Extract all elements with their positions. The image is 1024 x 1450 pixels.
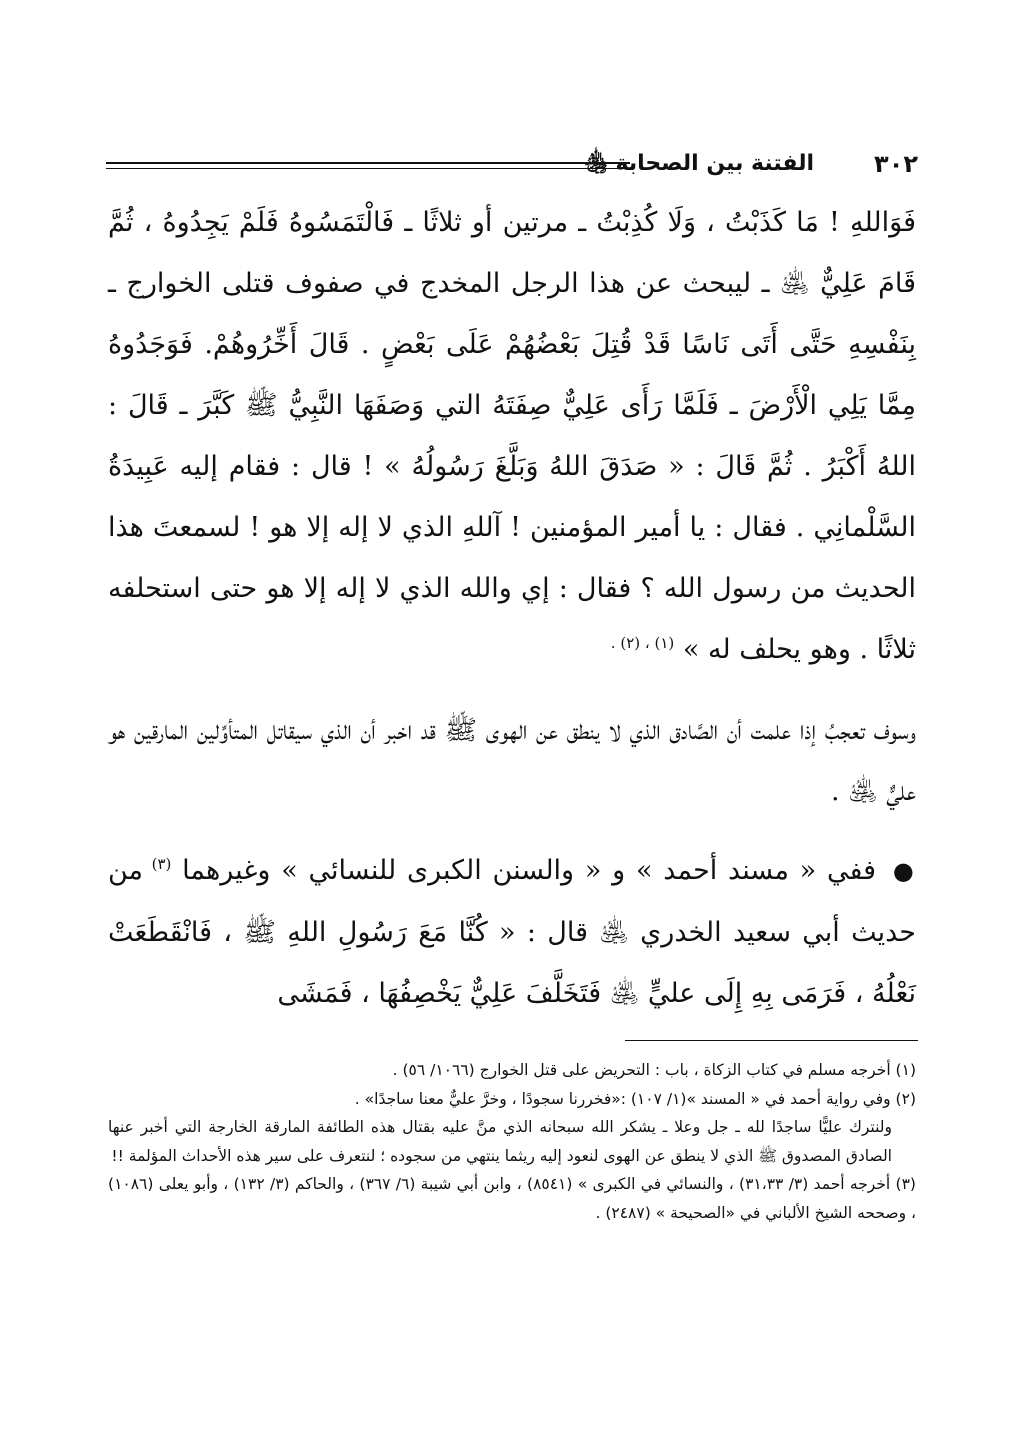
- running-title: الفتنة بين الصحابة ﵃: [583, 151, 814, 176]
- bullet-icon: ●: [892, 857, 916, 885]
- paragraph-text-continued: من حديث أبي سعيد الخدري ﵁ قال : « كُنَّا مَعَ رَسُولِ اللهِ ﷺ ، فَانْقَطَعَتْ نَعْلُهُ ، فَرَمَى بِهِ إِلَى عليٍّ ﵁ فَتَخَلَّفَ عَلِيٌّ يَخْصِفُهَا ، فَمَشَى: [108, 855, 916, 1009]
- paragraph-text: فَوَاللهِ ! مَا كَذَبْتُ ، وَلَا كُذِبْتُ ـ مرتين أو ثلاثًا ـ فَالْتَمَسُوهُ فَلَمْ يَجِدُوهُ ، ثُمَّ قَامَ عَلِيٌّ ﵁ ـ ليبحث عن هذا الرجل المخدج في صفوف قتلى الخوارج ـ بِنَفْسِهِ حَتَّى أَتَى نَاسًا قَدْ قُتِلَ بَعْضُهُمْ عَلَى بَعْضٍ . قَالَ أَخِّرُوهُمْ. فَوَجَدُوهُ مِمَّا يَلِي الْأَرْضَ ـ فَلَمَّا رَأَى عَلِيٌّ صِفَتَهُ التي وَصَفَهَا النَّبِيُّ ﷺ كَبَّرَ ـ قَالَ : اللهُ أَكْبَرُ . ثُمَّ قَالَ : « صَدَقَ اللهُ وَبَلَّغَ رَسُولُهُ » ! قال : فقام إليه عَبِيدَةُ السَّلْمانِي . فقال : يا أمير المؤمنين ! آللهِ الذي لا إله إلا هو ! لسمعتَ هذا الحديث من رسول الله ؟ فقال : إي والله الذي لا إله إلا هو حتى استحلفه ثلاثًا . وهو يحلف له »: [108, 207, 917, 665]
- footnote-2-continuation: ولنترك عليًّا ساجدًا لله ـ جل وعلا ـ يشكر الله سبحانه الذي منَّ عليه بقتال هذه الطائفة المارقة الخارجة التي أخبر عنها الصادق المصدوق ﷺ الذي لا ينطق عن الهوى لنعود إليه ريثما ينتهي من سجوده ؛ لنتعرف على سير هذه الأحداث المؤلمة !!: [108, 1118, 892, 1165]
- page-header: [106, 148, 918, 182]
- header-rule: [106, 162, 630, 169]
- paragraph-hadith-continuation: [108, 192, 916, 680]
- page-number: ٣٠٢: [874, 150, 918, 178]
- footnote-1: (١) أخرجه مسلم في كتاب الزكاة ، باب : التحريض على قتل الخوارج (١٠٦٦/ ٥٦) .: [392, 1061, 916, 1079]
- paragraph-transition: وسوف تعجبُ إذا علمت أن الصَّادق الذي لا ينطق عن الهوى ﷺ قد اخبر أن الذي سيقاتل المتأوِّلين المارقين هو عليٌّ ﵁ .: [108, 715, 916, 807]
- footnote-refs-1-2: (١) ، (٢) .: [610, 634, 675, 652]
- footnote-3: (٣) أخرجه أحمد (٣/ ٣١،٣٣) ، والنسائي في الكبرى » (٨٥٤١) ، وابن أبي شيبة (٦/ ٣٦٧) ، والحاكم (٣/ ١٣٢) ، وأبو يعلى (١٠٨٦) ، وصححه الشيخ الألباني في «الصحيحة » (٢٤٨٧) .: [108, 1175, 916, 1222]
- footnotes: [108, 1056, 916, 1227]
- paragraph-bullet: [108, 840, 916, 1024]
- footnote-2: (٢) وفي رواية أحمد في « المسند »(١/ ١٠٧) :«فخررنا سجودًا ، وخرَّ عليٌّ معنا ساجدًا» .: [354, 1089, 916, 1108]
- main-text: [108, 192, 916, 1024]
- footnote-separator: [625, 1040, 918, 1041]
- footnote-ref-3: (٣): [151, 855, 172, 873]
- paragraph-text: ففي « مسند أحمد » و « والسنن الكبرى للنسائي » وغيرهما: [182, 855, 877, 886]
